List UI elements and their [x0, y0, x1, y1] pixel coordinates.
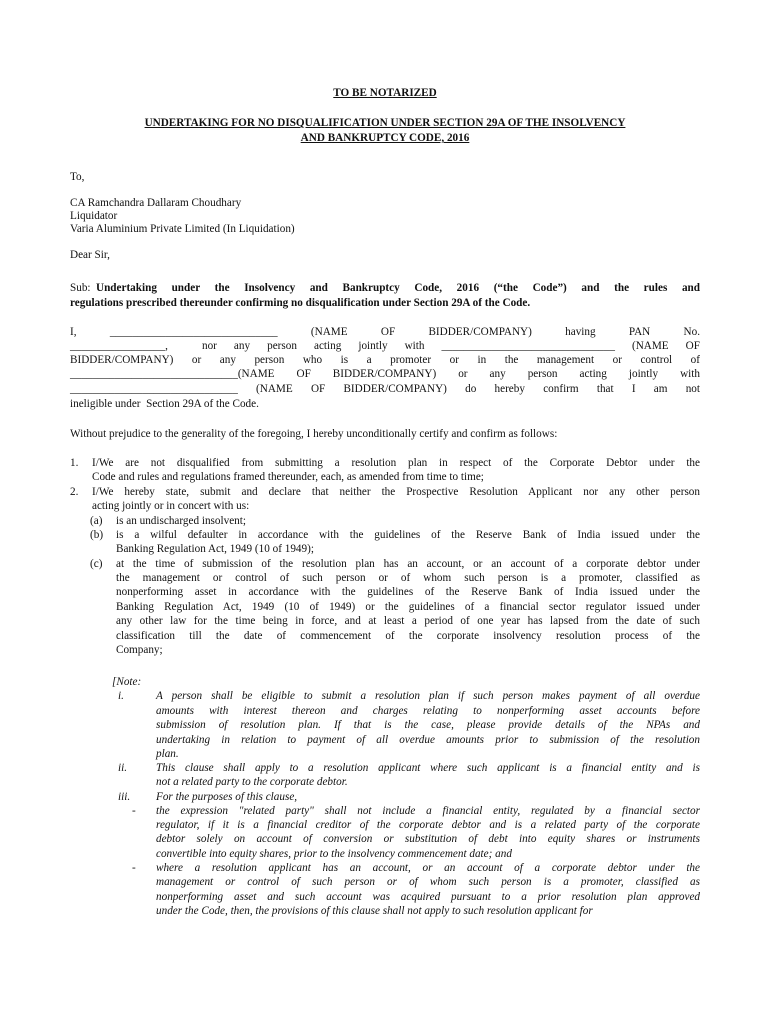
addressee-role: Liquidator — [70, 210, 118, 222]
subitem-c-line-5: any other law for the time being in force, and at least a period of one year has lapsed from the date of such — [116, 615, 700, 627]
subitem-b-line-2: Banking Regulation Act, 1949 (10 of 1949); — [116, 543, 314, 555]
declaration-line-5: ______________________________ (NAME OF BIDDER/COMPANY) do hereby confirm that I am not — [70, 383, 700, 395]
subitem-c-line-1: at the time of submission of the resolution plan has an account, or an account of a corporate debtor under — [116, 558, 700, 570]
intro-text: Without prejudice to the generality of the foregoing, I hereby unconditionally certify and confirm as follows: — [70, 428, 558, 440]
note-i-line-4: undertaking in relation to payment of all overdue amounts prior to submission of the resolution — [156, 734, 700, 746]
addressee-name: CA Ramchandra Dallaram Choudhary — [70, 197, 242, 209]
declaration-line-3: BIDDER/COMPANY) or any person who is a promoter or in the management or control of — [70, 354, 700, 366]
dash-1-line-4: convertible into equity shares, prior to the insolvency commencement date; and — [156, 848, 512, 860]
dash-2-line-2: management or control of such person or of whom such person is a promoter, classified as — [156, 876, 700, 888]
dash-1-line-2: regulator, if it is a financial creditor of the corporate debtor and is a related party of the corporate — [156, 819, 700, 831]
note-i-line-3: submission of resolution plan. If that is the case, please provide details of the NPAs and — [156, 719, 700, 731]
item-2-line-2: acting jointly or in concert with us: — [92, 500, 250, 512]
item-1-line-1: I/We are not disqualified from submitting a resolution plan in respect of the Corporate Debtor under the — [92, 457, 700, 469]
address-to: To, — [70, 171, 85, 183]
notarized-heading: TO BE NOTARIZED — [333, 87, 437, 99]
item-2-line-1: I/We hereby state, submit and declare that neither the Prospective Resolution Applicant nor any other person — [92, 486, 700, 498]
note-ii-line-2: not a related party to the corporate debtor. — [156, 776, 348, 788]
salutation: Dear Sir, — [70, 249, 110, 261]
subitem-c-line-2: the management or control of such person or of whom such person is a promoter, classified as — [116, 572, 700, 584]
dash-2-line-3: nonperforming asset and such account was acquired pursuant to a prior resolution plan approved — [156, 891, 700, 903]
note-iii-line-1: For the purposes of this clause, — [156, 791, 298, 803]
declaration-line-6: ineligible under Section 29A of the Code. — [70, 398, 259, 410]
subitem-c-line-7: Company; — [116, 644, 163, 656]
note-heading: [Note: — [112, 676, 142, 688]
subitem-c-line-3: nonperforming asset in accordance with the guidelines of the Reserve Bank of India issued under the — [116, 586, 700, 598]
addressee-company: Varia Aluminium Private Limited (In Liquidation) — [70, 223, 295, 235]
title-line-1: UNDERTAKING FOR NO DISQUALIFICATION UNDER SECTION 29A OF THE INSOLVENCY — [144, 117, 626, 129]
dash-2-line-4: under the Code, then, the provisions of this clause shall not apply to such resolution applicant for — [156, 905, 593, 917]
note-item-number: ii. — [118, 762, 128, 774]
item-number: 2. — [70, 486, 79, 498]
item-1-line-2: Code and rules and regulations framed thereunder, each, as amended from time to time; — [92, 471, 484, 483]
subitem-number: (c) — [90, 558, 103, 570]
dash-2-line-1: where a resolution applicant has an account, or an account of a corporate debtor under the — [156, 862, 700, 874]
note-dash: - — [132, 805, 136, 817]
subitem-number: (b) — [90, 529, 104, 541]
subject-prefix: Sub: — [70, 282, 91, 294]
declaration-line-4: ______________________________(NAME OF BIDDER/COMPANY) or any person acting jointly with — [70, 368, 700, 380]
note-item-number: iii. — [118, 791, 131, 803]
declaration-line-1: I, ______________________________ (NAME OF BIDDER/COMPANY) having PAN No. — [70, 326, 700, 338]
item-number: 1. — [70, 457, 79, 469]
subitem-c-line-6: classification till the date of commencement of the corporate insolvency resolution process of the — [116, 630, 700, 642]
note-i-line-2: amounts with interest thereon and charges relating to nonperforming asset accounts before — [156, 705, 700, 717]
note-dash: - — [132, 862, 136, 874]
note-ii-line-1: This clause shall apply to a resolution applicant where such applicant is a financial entity and is — [156, 762, 700, 774]
dash-1-line-3: debtor solely on account of conversion or substitution of debt into equity shares or instruments — [156, 833, 700, 845]
subitem-number: (a) — [90, 515, 103, 527]
subitem-c-line-4: Banking Regulation Act, 1949 (10 of 1949) or the guidelines of a financial sector regulator issued under — [116, 601, 700, 613]
subitem-a-line-1: is an undischarged insolvent; — [116, 515, 246, 527]
subject-line-2: regulations prescribed thereunder confirming no disqualification under Section 29A of the Code. — [70, 297, 531, 309]
title-line-2: AND BANKRUPTCY CODE, 2016 — [300, 132, 470, 144]
dash-1-line-1: the expression "related party" shall not include a financial entity, regulated by a financial sector — [156, 805, 700, 817]
note-item-number: i. — [118, 690, 124, 702]
subject-line-1: Undertaking under the Insolvency and Bankruptcy Code, 2016 (“the Code”) and the rules and — [96, 282, 700, 294]
note-i-line-1: A person shall be eligible to submit a resolution plan if such person makes payment of all overdue — [156, 690, 700, 702]
subitem-b-line-1: is a wilful defaulter in accordance with the guidelines of the Reserve Bank of India issued under the — [116, 529, 700, 541]
declaration-line-2: _________________, nor any person acting jointly with _______________________________ (NAME OF — [70, 340, 700, 352]
note-i-line-5: plan. — [156, 748, 179, 760]
